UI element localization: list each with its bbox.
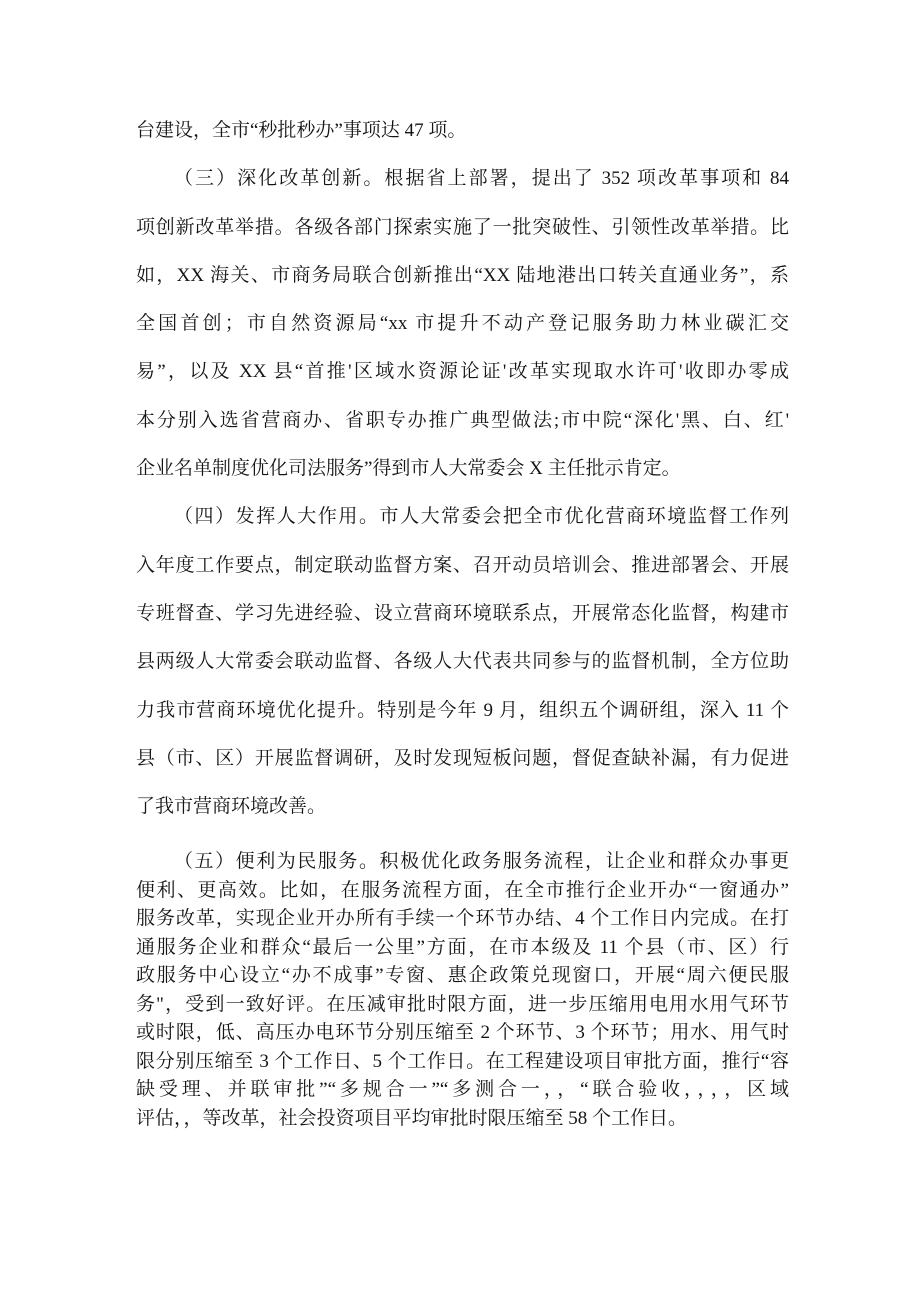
text-line: 台建设，全市“秒批秒办”事项达 47 项。 <box>136 120 467 141</box>
text-line: 企业名单制度优化司法服务”得到市人大常委会 X 主任批示肯定。 <box>136 458 681 480</box>
text-line: 了我市营商环境改善。 <box>136 796 327 818</box>
text-line: 评估，，等改革，社会投资项目平均审批时限压缩至 58 个工作日。 <box>136 1107 688 1129</box>
text-line: 便利、更高效。比如，在服务流程方面，在全市推行企业开办“一窗通办” <box>136 879 789 901</box>
text-line: （四）发挥人大作用。市人大常委会把全市优化营商环境监督工作列 <box>174 506 789 528</box>
text-line: （五）便利为民服务。积极优化政务服务流程，让企业和群众办事更 <box>174 851 789 872</box>
text-line: 政服务中心设立“办不成事”专窗、惠企政策兑现窗口，开展“周六便民服 <box>136 965 789 986</box>
text-line: 服务改革，实现企业开办所有手续一个环节办结、4 个工作日内完成。在打 <box>136 908 789 929</box>
text-line: 专班督查、学习先进经验、设立营商环境联系点，开展常态化监督，构建市 <box>136 602 789 624</box>
text-line: 入年度工作要点，制定联动监督方案、召开动员培训会、推进部署会、开展 <box>136 554 789 576</box>
paragraph-continuation <box>136 107 789 155</box>
paragraph-section-3 <box>136 155 789 493</box>
text-line: 限分别压缩至 3 个工作日、5 个工作日。在工程建设项目审批方面，推行“容 <box>136 1050 789 1072</box>
text-line: 项创新改革举措。各级各部门探索实施了一批突破性、引领性改革举措。比 <box>136 216 789 238</box>
text-line: 或时限，低、高压办电环节分别压缩至 2 个环节、3 个环节；用水、用气时 <box>136 1022 789 1043</box>
document-body-lower <box>136 848 789 1133</box>
paragraph-section-4 <box>136 493 789 831</box>
text-line: 本分别入选省营商办、省职专办推广典型做法;市中院“深化'黑、白、红' <box>136 409 789 431</box>
text-line: 全国首创；市自然资源局“xx 市提升不动产登记服务助力林业碳汇交 <box>136 313 789 335</box>
text-line: 力我市营商环境优化提升。特别是今年 9 月，组织五个调研组，深入 11 个 <box>136 699 789 721</box>
text-line: （三）深化改革创新。根据省上部署，提出了 352 项改革事项和 84 <box>174 168 789 190</box>
text-line: 县两级人大常委会联动监督、各级人大代表共同参与的监督机制，全方位助 <box>136 651 789 673</box>
text-line: 务"，受到一致好评。在压减审批时限方面，进一步压缩用电用水用气环节 <box>136 993 789 1015</box>
text-line: 县（市、区）开展监督调研，及时发现短板问题，督促查缺补漏，有力促进 <box>136 747 789 769</box>
text-line: 易”，以及 XX 县“首推'区域水资源论证'改革实现取水许可'收即办零成 <box>136 361 789 383</box>
paragraph-section-5 <box>136 848 789 1133</box>
text-line: 如，XX 海关、市商务局联合创新推出“XX 陆地港出口转关直通业务”，系 <box>136 264 789 286</box>
text-line: 缺受理、并联审批”“多规合一”“多测合一，，“联合验收，，，，区域 <box>136 1079 789 1100</box>
document-body-upper <box>136 107 789 831</box>
text-line: 通服务企业和群众“最后一公里”方面，在市本级及 11 个县（市、区）行 <box>136 936 789 958</box>
